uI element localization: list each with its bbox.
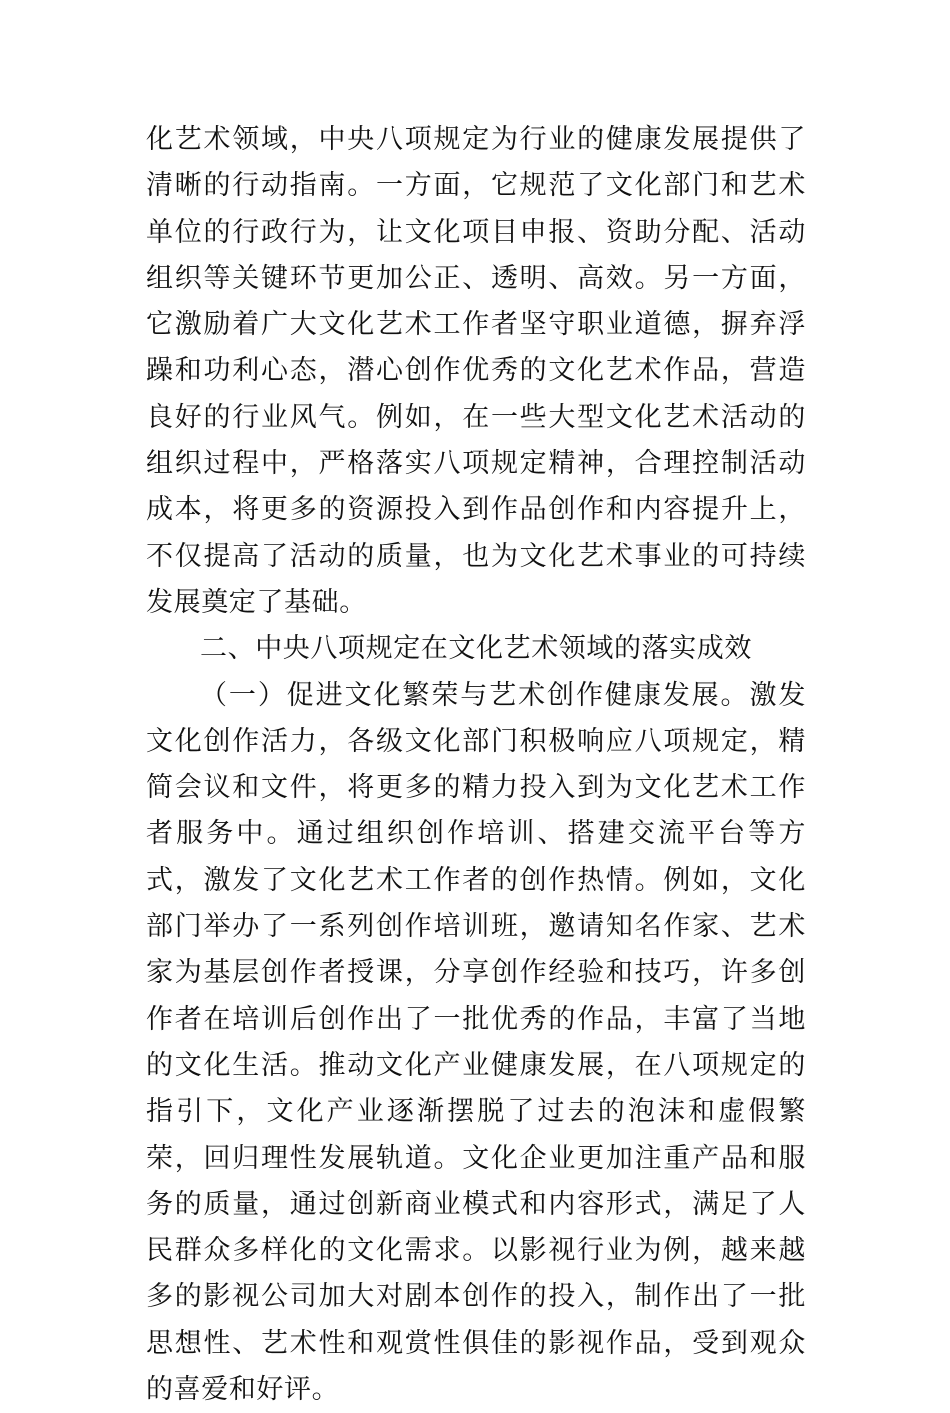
section-heading: 二、中央八项规定在文化艺术领域的落实成效 (200, 633, 752, 665)
body-paragraph-2: （一）促进文化繁荣与艺术创作健康发展。激发文化创作活力，各级文化部门积极响应八项规定，精简会议和文件，将更多的精力投入到为文化艺术工作者服务中。通过组织创作培训、搭建交流平台等方式，激发了文化艺术工作者的创作热情。例如，文化部门举办了一系列创作培训班，邀请知名作家、艺术家为基层创作者授课，分享创作经验和技巧，许多创作者在培训后创作出了一批优秀的作品，丰富了当地的文化生活。推动文化产业健康发展，在八项规定的指引下，文化产业逐渐摆脱了过去的泡沫和虚假繁荣，回归理性发展轨道。文化企业更加注重产品和服务的质量，通过创新商业模式和内容形式，满足了人民群众多样化的文化需求。以影视行业为例，越来越多的影视公司加大对剧本创作的投入，制作出了一批思想性、艺术性和观赏性俱佳的影视作品，受到观众的喜爱和好评。 (146, 679, 806, 1406)
document-body (146, 117, 806, 1413)
body-paragraph-1: 化艺术领域，中央八项规定为行业的健康发展提供了清晰的行动指南。一方面，它规范了文化部门和艺术单位的行政行为，让文化项目申报、资助分配、活动组织等关键环节更加公正、透明、高效。另一方面，它激励着广大文化艺术工作者坚守职业道德，摒弃浮躁和功利心态，潜心创作优秀的文化艺术作品，营造良好的行业风气。例如，在一些大型文化艺术活动的组织过程中，严格落实八项规定精神，合理控制活动成本，将更多的资源投入到作品创作和内容提升上，不仅提高了活动的质量，也为文化艺术事业的可持续发展奠定了基础。 (146, 124, 806, 618)
